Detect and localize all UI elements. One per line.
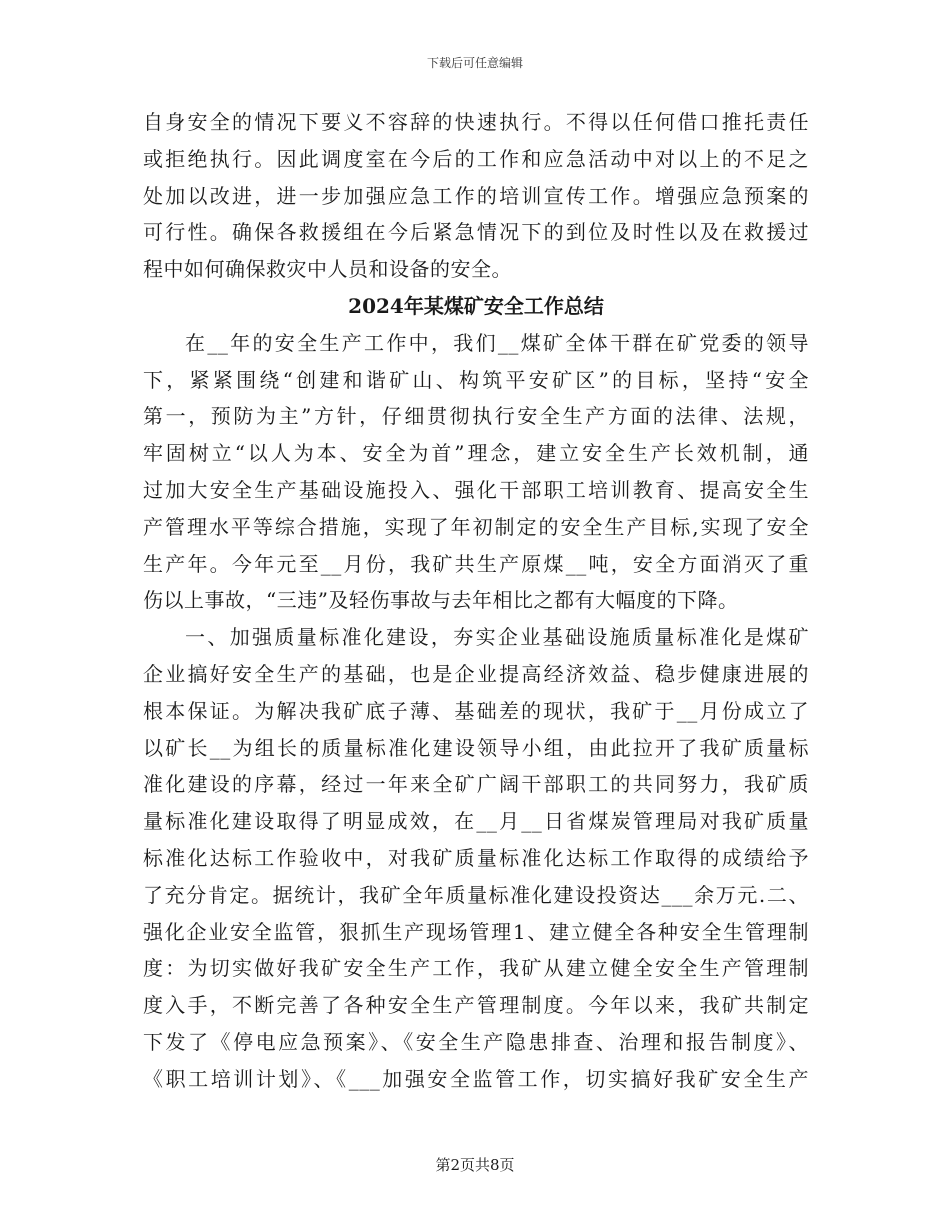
text-line: 《职工培训计划》、《___加强安全监管工作，切实搞好我矿安全生产 [143,1066,809,1091]
text-line: 处加以改进，进一步加强应急工作的培训宣传工作。增强应急预案的 [143,183,809,208]
text-line: 准化建设的序幕，经过一年来全矿广阔干部职工的共同努力，我矿质 [143,772,809,797]
header-note: 下载后可任意编辑 [426,56,523,70]
text-line: 度：为切实做好我矿安全生产工作，我矿从建立健全安全生产管理制 [143,956,809,981]
text-line: 在__年的安全生产工作中，我们__煤矿全体干群在矿党委的领导 [185,330,809,355]
text-line: 下发了《停电应急预案》、《安全生产隐患排查、治理和报告制度》、 [143,1029,809,1054]
paragraph-continued [143,104,809,288]
text-line: 过加大安全生产基础设施投入、强化干部职工培训教育、提高安全生 [143,477,809,502]
text-line: 牢固树立“以人为本、安全为首”理念，建立安全生产长效机制，通 [143,441,809,466]
text-line: 标准化达标工作验收中，对我矿质量标准化达标工作取得的成绩给予 [143,845,809,870]
text-line: 可行性。确保各救援组在今后紧急情况下的到位及时性以及在救援过 [143,220,809,245]
paragraph-intro [143,325,809,619]
text-line: 以矿长__为组长的质量标准化建设领导小组，由此拉开了我矿质量标 [143,735,809,760]
text-line: 第一，预防为主”方针，仔细贯彻执行安全生产方面的法律、法规， [143,404,809,429]
text-line: 或拒绝执行。因此调度室在今后的工作和应急活动中对以上的不足之 [143,146,809,171]
text-line: 自身安全的情况下要义不容辞的快速执行。不得以任何借口推托责任 [143,110,809,134]
text-line: 产管理水平等综合措施，实现了年初制定的安全生产目标,实现了安全 [143,514,809,539]
document-body [143,104,809,1098]
text-line: 强化企业安全监管，狠抓生产现场管理1、建立健全各种安全生管理制 [143,919,809,944]
text-line: 程中如何确保救灾中人员和设备的安全。 [143,257,512,282]
text-line: 生产年。今年元至__月份，我矿共生产原煤__吨，安全方面消灭了重 [143,551,809,576]
text-line: 度入手，不断完善了各种安全生产管理制度。今年以来，我矿共制定 [143,993,809,1018]
text-line: 企业搞好安全生产的基础，也是企业提高经济效益、稳步健康进展的 [143,661,809,686]
text-line: 了充分肯定。据统计，我矿全年质量标准化建设投资达___余万元.二、 [143,882,809,907]
text-line: 一、加强质量标准化建设，夯实企业基础设施质量标准化是煤矿 [185,625,809,650]
paragraph-section-one [143,619,809,1097]
text-line: 伤以上事故，“三违”及轻伤事故与去年相比之都有大幅度的下降。 [143,588,739,613]
document-title: 2024年某煤矿安全工作总结 [348,293,604,318]
page-number-footer: 第2页共8页 [435,1156,515,1174]
text-line: 下，紧紧围绕“创建和谐矿山、构筑平安矿区”的目标，坚持“安全 [143,367,809,392]
text-line: 根本保证。为解决我矿底子薄、基础差的现状，我矿于__月份成立了 [143,698,809,723]
text-line: 量标准化建设取得了明显成效，在__月__日省煤炭管理局对我矿质量 [143,809,809,834]
